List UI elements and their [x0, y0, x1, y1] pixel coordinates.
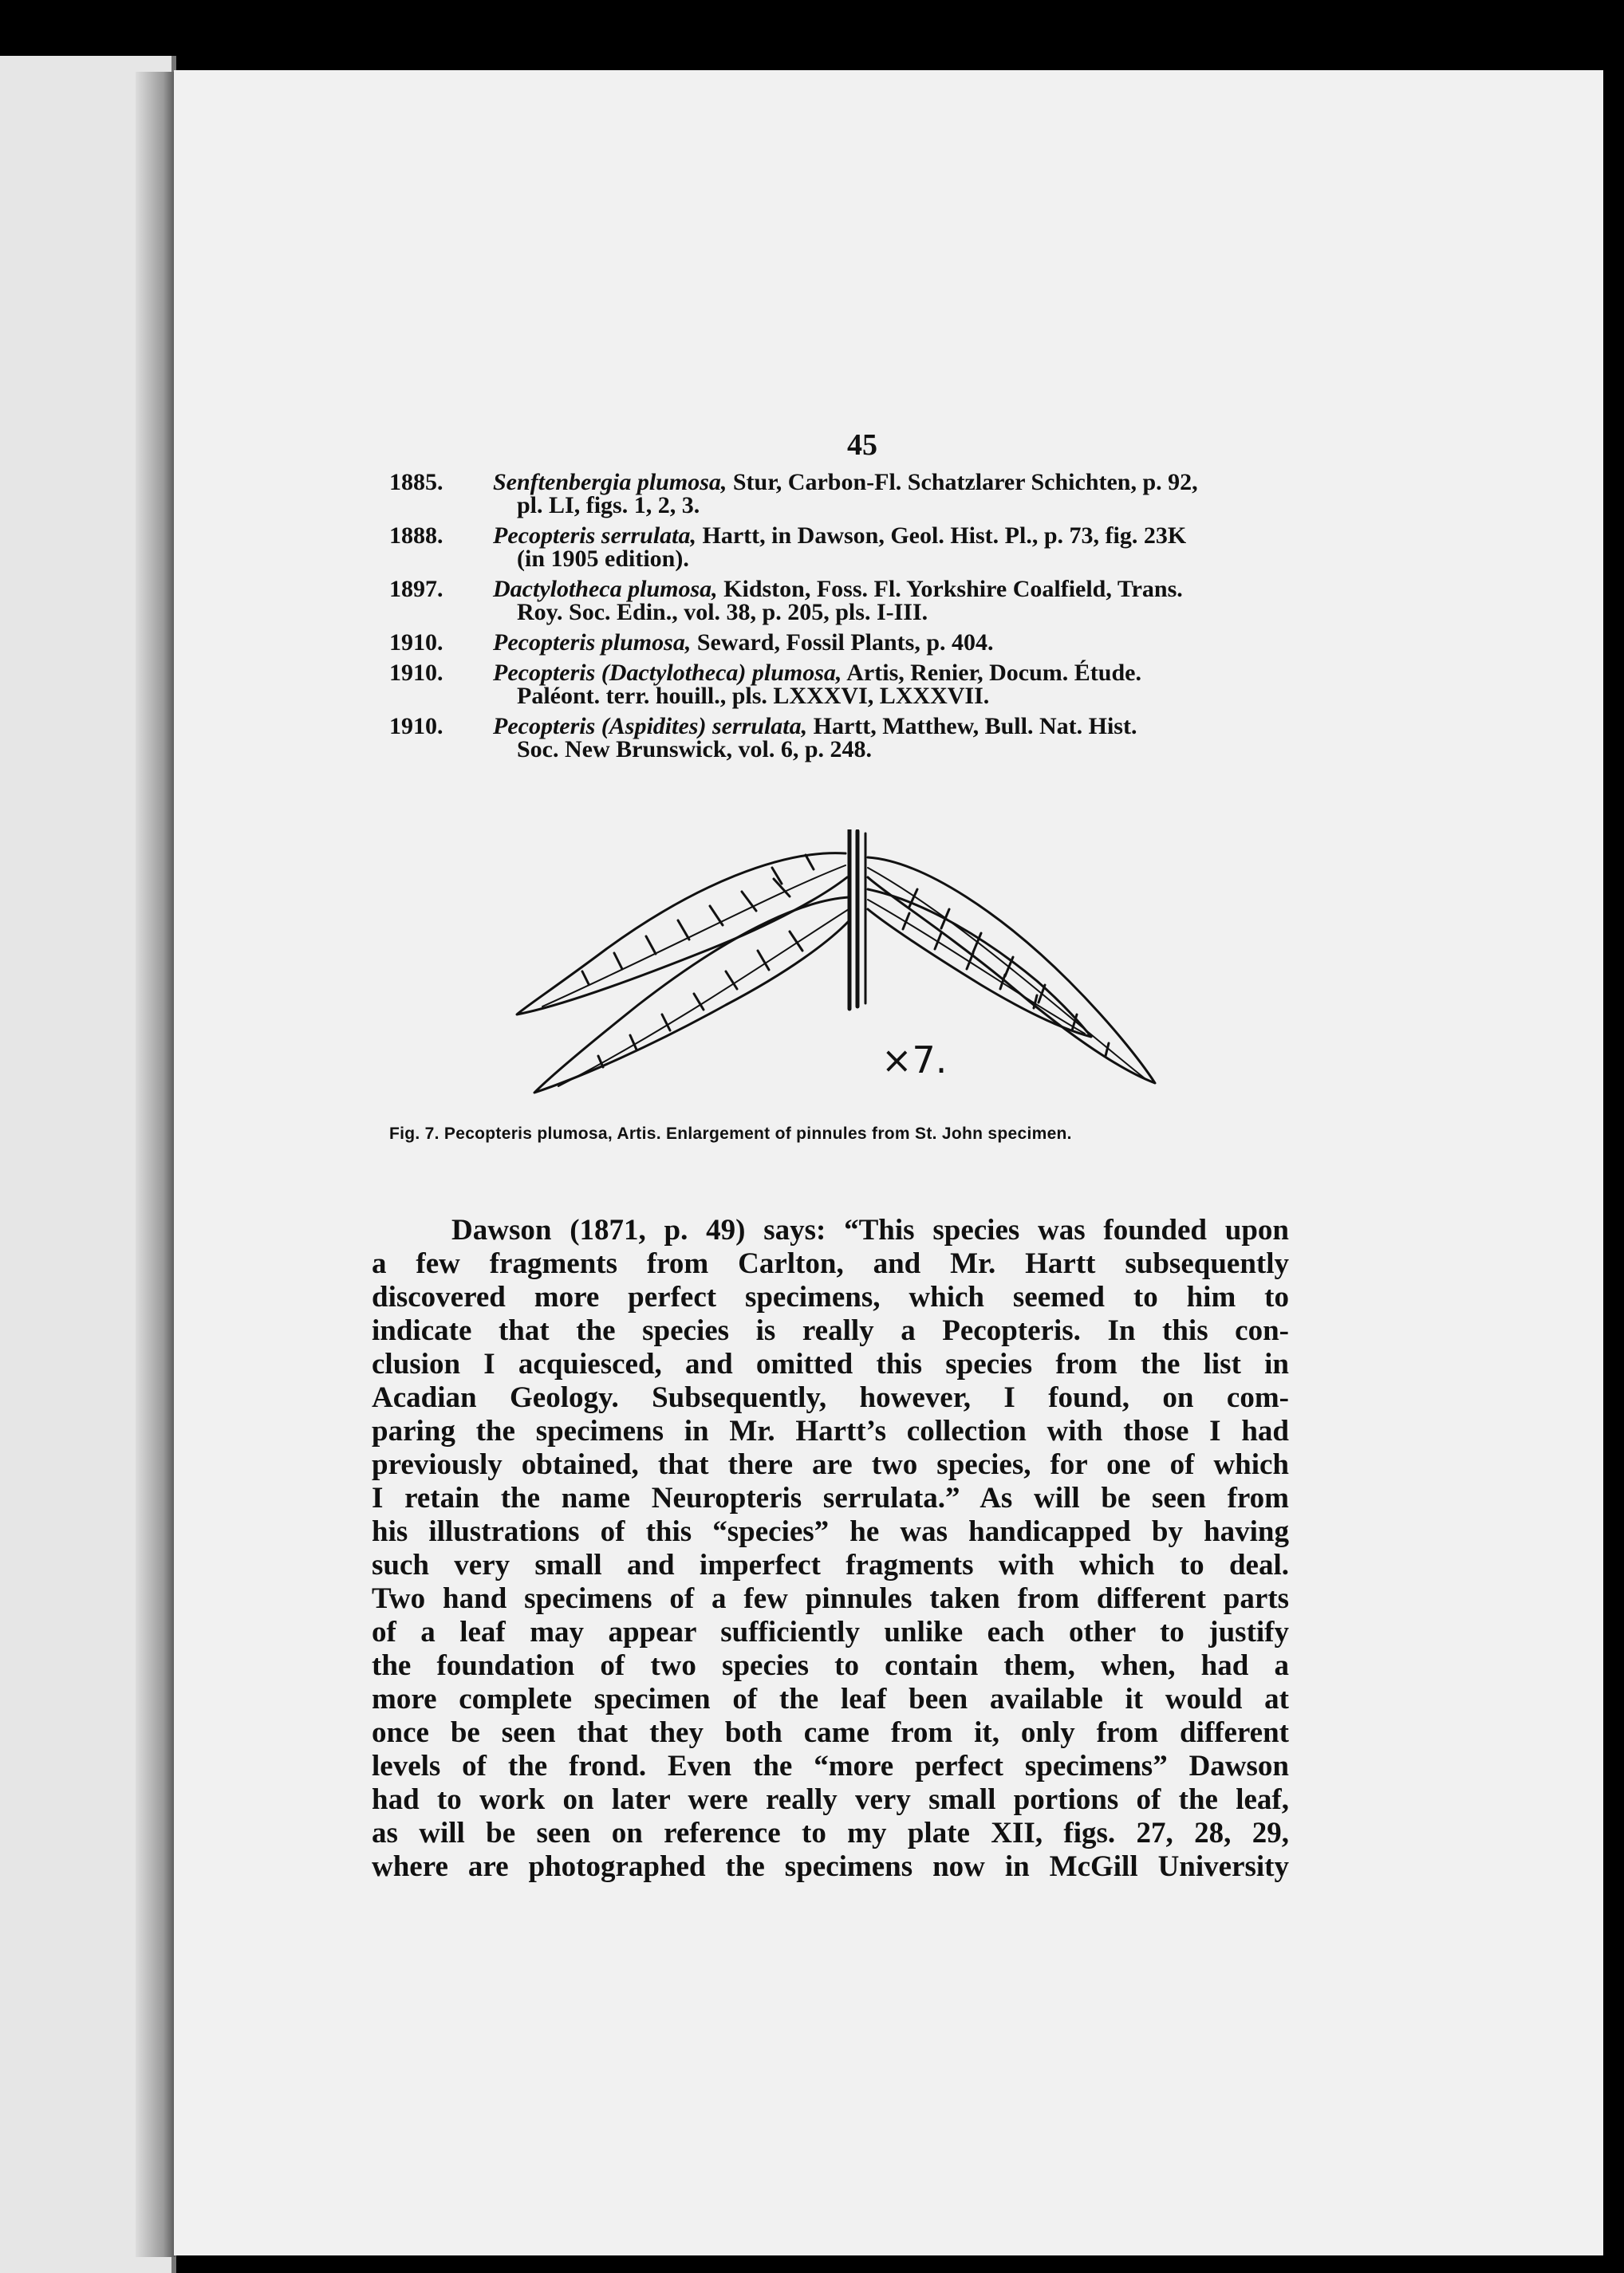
text-line: paring the specimens in Mr. Hartt’s collection with those I had: [372, 1415, 1289, 1448]
text-line: as will be seen on reference to my plate XII, figs. 27, 28, 29,: [372, 1817, 1289, 1850]
reference-taxon: Dactylotheca plumosa,: [493, 576, 718, 602]
page-number: 45: [847, 428, 877, 462]
reference-citation: Hartt, in Dawson, Geol. Hist. Pl., p. 73, fig. 23K: [696, 522, 1187, 549]
book-page: [174, 70, 1603, 2255]
reference-continuation: Soc. New Brunswick, vol. 6, p. 248.: [517, 736, 873, 762]
pinnule-illustration: [510, 829, 1165, 1125]
reference-entry: [389, 631, 1315, 654]
reference-entry: [389, 715, 1315, 761]
reference-taxon: Pecopteris (Dactylotheca) plumosa,: [493, 660, 842, 686]
book-gutter-shadow: [136, 72, 175, 2257]
reference-citation: Artis, Renier, Docum. Étude.: [842, 660, 1141, 686]
reference-citation: Kidston, Foss. Fl. Yorkshire Coalfield, Trans.: [717, 576, 1183, 602]
text-line: of a leaf may appear sufficiently unlike each other to justify: [372, 1616, 1289, 1649]
reference-continuation: Roy. Soc. Edin., vol. 38, p. 205, pls. I-III.: [517, 599, 928, 625]
reference-citation: Seward, Fossil Plants, p. 404.: [691, 629, 994, 656]
text-line: Two hand specimens of a few pinnules taken from different parts: [372, 1582, 1289, 1615]
text-line: discovered more perfect specimens, which seemed to him to: [372, 1281, 1289, 1314]
magnification-mark: ×7.: [881, 1038, 948, 1081]
text-line: clusion I acquiesced, and omitted this species from the list in: [372, 1348, 1289, 1381]
reference-taxon: Senftenbergia plumosa,: [493, 469, 727, 495]
reference-taxon: Pecopteris plumosa,: [493, 629, 692, 656]
reference-taxon: Pecopteris serrulata,: [493, 522, 696, 549]
lower-right-pinnule: [868, 889, 1091, 1037]
reference-year: 1888.: [389, 522, 443, 549]
upper-left-pinnule: [517, 853, 847, 1014]
lower-left-pinnule: [534, 897, 849, 1093]
text-line: a few fragments from Carlton, and Mr. Hartt subsequently: [372, 1247, 1289, 1280]
text-line: had to work on later were really very small portions of the leaf,: [372, 1783, 1289, 1816]
reference-continuation: pl. LI, figs. 1, 2, 3.: [517, 492, 700, 518]
text-line: Dawson (1871, p. 49) says: “This species was founded upon: [451, 1214, 1289, 1247]
text-line: such very small and imperfect fragments with which to deal.: [372, 1549, 1289, 1582]
reference-entry: [389, 577, 1315, 624]
text-line: once be seen that they both came from it, only from different: [372, 1716, 1289, 1749]
text-line: previously obtained, that there are two species, for one of which: [372, 1448, 1289, 1481]
reference-entry: [389, 471, 1315, 517]
reference-entry: [389, 661, 1315, 707]
reference-list: [389, 471, 1315, 768]
text-line: Acadian Geology. Subsequently, however, I found, on com-: [372, 1381, 1289, 1414]
figure-caption: Fig. 7. Pecopteris plumosa, Artis. Enlargement of pinnules from St. John specimen.: [389, 1125, 1072, 1143]
text-line: levels of the frond. Even the “more perfect specimens” Dawson: [372, 1750, 1289, 1783]
reference-taxon: Pecopteris (Aspidites) serrulata,: [493, 713, 808, 739]
reference-entry: [389, 524, 1315, 570]
text-line: his illustrations of this “species” he was handicapped by having: [372, 1515, 1289, 1548]
reference-citation: Stur, Carbon-Fl. Schatzlarer Schichten, p. 92,: [727, 469, 1198, 495]
reference-year: 1910.: [389, 713, 443, 739]
text-line: where are photographed the specimens now in McGill University: [372, 1850, 1289, 1883]
text-line: more complete specimen of the leaf been available it would at: [372, 1683, 1289, 1716]
reference-year: 1910.: [389, 629, 443, 656]
reference-year: 1897.: [389, 576, 443, 602]
reference-citation: Hartt, Matthew, Bull. Nat. Hist.: [807, 713, 1137, 739]
body-paragraph: [372, 1214, 1289, 1884]
text-line: indicate that the species is really a Pecopteris. In this con-: [372, 1314, 1289, 1347]
rachis: [849, 829, 865, 1009]
text-line: the foundation of two species to contain them, when, had a: [372, 1649, 1289, 1682]
reference-continuation: Paléont. terr. houill., pls. LXXXVI, LXXXVII.: [517, 683, 990, 709]
text-line: I retain the name Neuropteris serrulata.” As will be seen from: [372, 1482, 1289, 1515]
reference-year: 1910.: [389, 660, 443, 686]
reference-year: 1885.: [389, 469, 443, 495]
reference-continuation: (in 1905 edition).: [517, 546, 689, 572]
